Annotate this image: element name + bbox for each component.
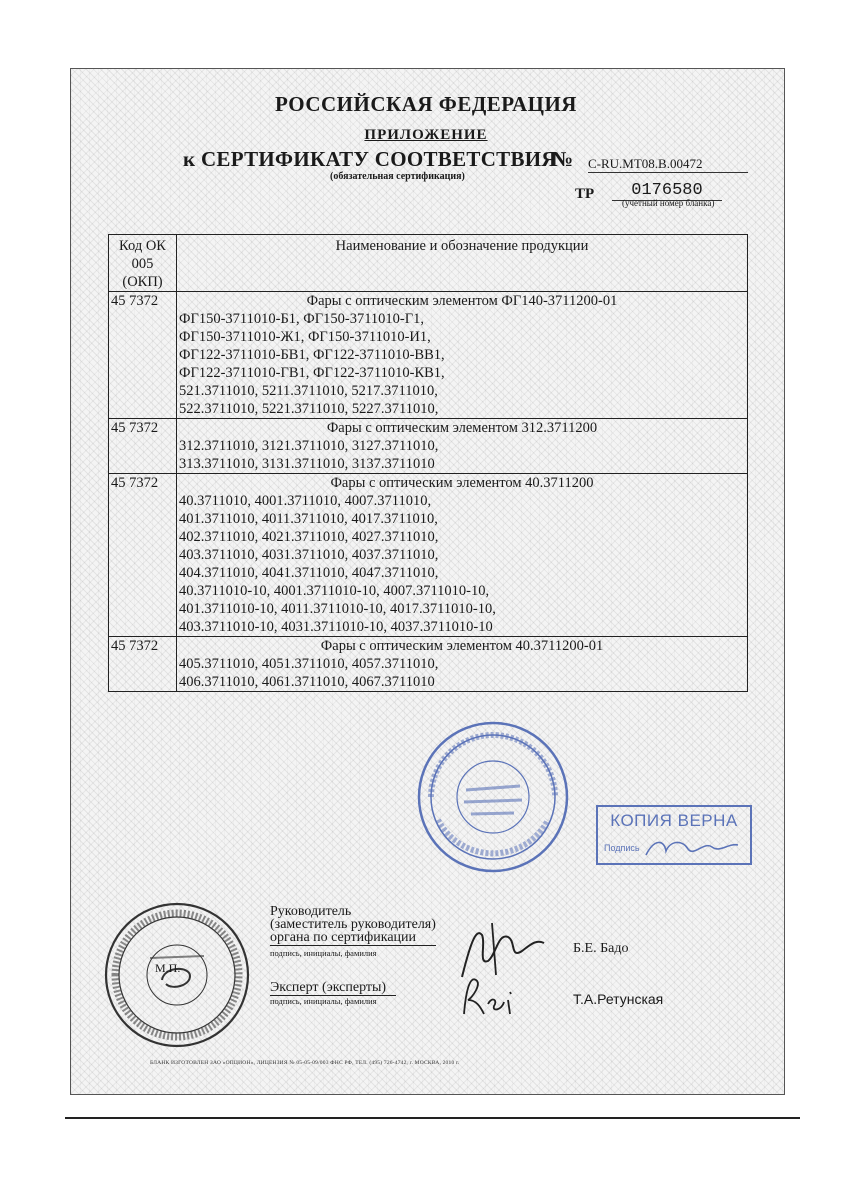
product-title: Фары с оптическим элементом 312.3711200 [326,420,598,436]
table-row [109,419,748,474]
product-designation-line: 402.3711010, 4021.3711010, 4027.3711010, [179,529,439,545]
okp-code-cell: 45 7372 [109,292,177,419]
copy-stamp-title: КОПИЯ ВЕРНА [610,811,738,830]
product-title: Фары с оптическим элементом 40.3711200 [330,475,594,491]
seal-center-text: М.П. [155,961,181,975]
product-title: Фары с оптическим элементом ФГ140-3711200-01 [306,293,618,309]
product-designation-line: 406.3711010, 4061.3711010, 4067.3711010 [179,674,435,690]
product-cell [177,292,748,419]
head-label-line2: (заместитель руководителя) [270,917,436,932]
annex-heading: ПРИЛОЖЕНИЕ [364,127,488,143]
expert-name: Т.А.Ретунская [573,991,664,1007]
okp-code-cell: 45 7372 [109,419,177,474]
expert-label: Эксперт (эксперты) [270,980,396,996]
product-cell [177,419,748,474]
products-table [108,234,748,692]
okp-code-cell: 45 7372 [109,637,177,692]
table-header-row [109,235,748,292]
tr-number: 0176580 [612,181,722,201]
product-designation-line: ФГ150-3711010-Ж1, ФГ150-3711010-И1, [179,329,431,345]
expert-signature [458,970,528,1020]
product-designation-line: ФГ122-3711010-ГВ1, ФГ122-3711010-КВ1, [179,365,445,381]
head-signature-caption: подпись, инициалы, фамилия [270,948,377,958]
certificate-title: к СЕРТИФИКАТУ СООТВЕТСТВИЯ [183,147,557,171]
copy-stamp-signature [642,835,742,861]
product-designation-line: 405.3711010, 4051.3711010, 4057.3711010, [179,656,439,672]
product-designation-line: 401.3711010-10, 4011.3711010-10, 4017.3711010-10, [179,601,496,617]
product-designation-line: 40.3711010-10, 4001.3711010-10, 4007.3711010-10, [179,583,490,599]
table-row [109,474,748,637]
product-designation-line: 40.3711010, 4001.3711010, 4007.3711010, [179,493,432,509]
tr-note: (учетный номер бланка) [622,198,715,208]
code-header-line: Код ОК [119,238,166,254]
certificate-number: C-RU.MT08.B.00472 [588,156,748,173]
copy-stamp-sign-label: Подпись [604,843,640,853]
code-header-line: 005 [131,256,154,272]
product-designation-line: ФГ150-3711010-Б1, ФГ150-3711010-Г1, [179,311,424,327]
product-designation-line: 403.3711010, 4031.3711010, 4037.3711010, [179,547,439,563]
code-column-header [109,235,177,292]
certificate-note: (обязательная сертификация) [330,171,465,182]
expert-signature-caption: подпись, инициалы, фамилия [270,996,377,1006]
head-label-line3: органа по сертификации [270,930,436,946]
blank-print-note: БЛАНК ИЗГОТОВЛЕН ЗАО «ОПЦИОН», ЛИЦЕНЗИЯ № 05-05-09/003 ФНС РФ, ТЕЛ. (495) 726-4742, г. МОСКВА, 2010 г. [150,1060,460,1066]
product-designation-line: 521.3711010, 5211.3711010, 5217.3711010, [179,383,438,399]
copy-verified-stamp [596,805,752,865]
head-name: Б.Е. Бадо [573,941,629,956]
table-row [109,292,748,419]
product-designation-line: 313.3711010, 3131.3711010, 3137.3711010 [179,456,435,472]
product-cell [177,474,748,637]
product-designation-line: 312.3711010, 3121.3711010, 3127.3711010, [179,438,439,454]
name-column-header: Наименование и обозначение продукции [177,235,748,292]
product-designation-line: 403.3711010-10, 4031.3711010-10, 4037.3711010-10 [179,619,493,635]
product-title: Фары с оптическим элементом 40.3711200-01 [320,638,604,654]
product-designation-line: ФГ122-3711010-БВ1, ФГ122-3711010-ВВ1, [179,347,445,363]
okp-code-cell: 45 7372 [109,474,177,637]
table-row [109,637,748,692]
table-body [109,292,748,692]
number-sign: № [552,147,574,171]
bottom-divider [65,1117,800,1119]
head-label: Руководитель [270,904,352,919]
product-designation-line: 404.3711010, 4041.3711010, 4047.3711010, [179,565,439,581]
product-designation-line: 401.3711010, 4011.3711010, 4017.3711010, [179,511,438,527]
country-heading: РОССИЙСКАЯ ФЕДЕРАЦИЯ [275,92,577,116]
product-designation-line: 522.3711010, 5221.3711010, 5227.3711010, [179,401,439,417]
code-header-line: (ОКП) [122,274,163,290]
tr-label: ТР [575,186,595,202]
product-cell [177,637,748,692]
round-seal-stamp [416,720,570,874]
